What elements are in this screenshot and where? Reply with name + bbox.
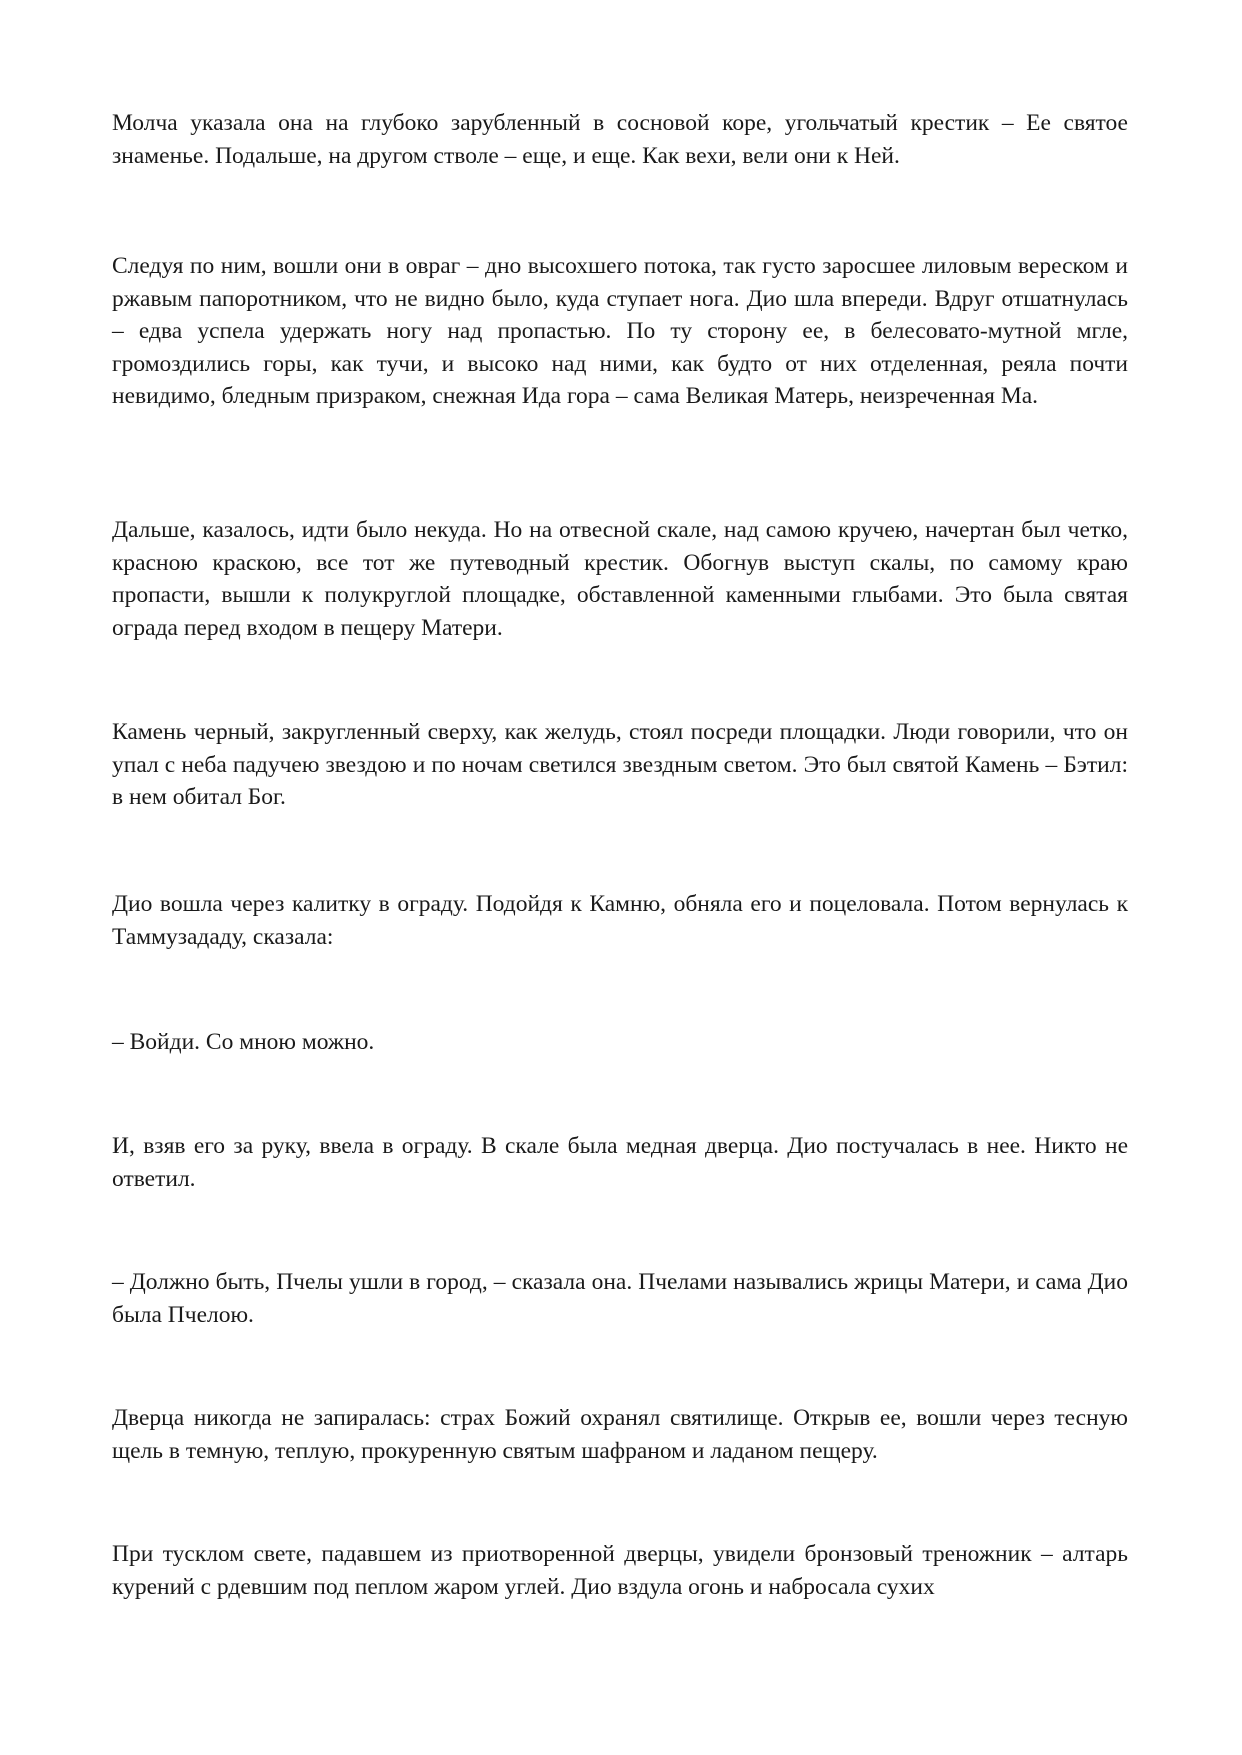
paragraph-6: – Войди. Со мною можно. <box>112 1029 375 1055</box>
paragraph-9: Дверца никогда не запиралась: страх Божий охранял святилище. Открыв ее, вошли через тесную щель в темную, теплую, прокуренную святым шафраном и ладаном пещеру. <box>112 1405 1128 1464</box>
paragraph-3: Дальше, казалось, идти было некуда. Но на отвесной скале, над самою кручею, начертан был четко, красною краскою, все тот же путеводный крестик. Обогнув выступ скалы, по самому краю пропасти, вышли к полукруглой площадке, обставленной каменными глыбами. Это была святая ограда перед входом в пещеру Матери. <box>112 517 1128 641</box>
paragraph-4: Камень черный, закругленный сверху, как желудь, стоял посреди площадки. Люди говорили, что он упал с неба падучею звездою и по ночам светился звездным светом. Это был святой Камень – Бэтил: в нем обитал Бог. <box>112 719 1128 811</box>
paragraph-8: – Должно быть, Пчелы ушли в город, – сказала она. Пчелами назывались жрицы Матери, и сама Дио была Пчелою. <box>112 1269 1128 1328</box>
paragraph-5: Дио вошла через калитку в ограду. Подойдя к Камню, обняла его и поцеловала. Потом вернулась к Таммузададу, сказала: <box>112 891 1128 950</box>
paragraph-2: Следуя по ним, вошли они в овраг – дно высохшего потока, так густо заросшее лиловым вереском и ржавым папоротником, что не видно было, куда ступает нога. Дио шла впереди. Вдруг отшатнулась – едва успела удержать ногу над пропастью. По ту сторону ее, в белесовато-мутной мгле, громоздились горы, как тучи, и высоко над ними, как будто от них отделенная, реяла почти невидимо, бледным призраком, снежная Ида гора – сама Великая Матерь, неизреченная Ма. <box>112 253 1128 410</box>
paragraph-1: Молча указала она на глубоко зарубленный в сосновой коре, угольчатый крестик – Ее святое знаменье. Подальше, на другом стволе – еще, и еще. Как вехи, вели они к Ней. <box>112 110 1128 169</box>
paragraph-10: При тусклом свете, падавшем из приотворенной дверцы, увидели бронзовый треножник – алтарь курений с рдевшим под пеплом жаром углей. Дио вздула огонь и набросала сухих <box>112 1541 1128 1600</box>
paragraph-7: И, взяв его за руку, ввела в ограду. В скале была медная дверца. Дио постучалась в нее. Никто не ответил. <box>112 1133 1128 1192</box>
